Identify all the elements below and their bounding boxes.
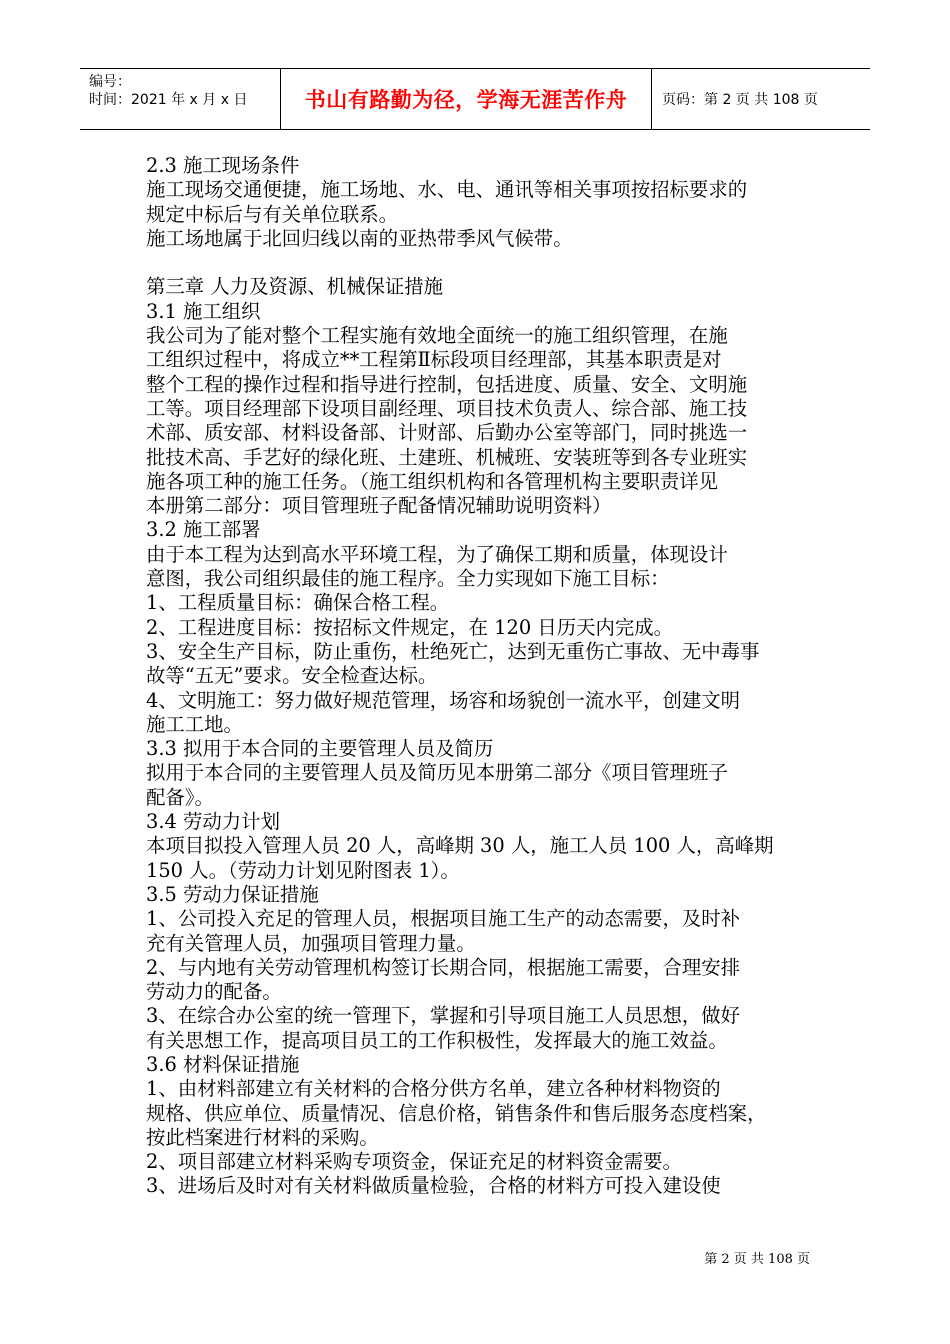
body-text-line: 术部、质安部、材料设备部、计财部、后勤办公室等部门，同时挑选一 xyxy=(146,421,748,445)
body-text-line: 规格、供应单位、质量情况、信息价格，销售条件和售后服务态度档案， xyxy=(146,1101,767,1125)
body-text-line: 由于本工程为达到高水平环境工程，为了确保工期和质量，体现设计 xyxy=(146,542,728,566)
body-text-line: 施工现场交通便捷，施工场地、水、电、通讯等相关事项按招标要求的 xyxy=(146,178,748,202)
body-text-line: 施各项工种的施工任务。（施工组织机构和各管理机构主要职责详见 xyxy=(146,469,719,493)
document-time-label: 时间：2021 年 x 月 x 日 xyxy=(89,92,248,108)
body-text-line: 3.3 拟用于本合同的主要管理人员及简历 xyxy=(146,737,494,761)
body-text-line: 第三章 人力及资源、机械保证措施 xyxy=(146,275,444,299)
body-text-line: 按此档案进行材料的采购。 xyxy=(146,1125,379,1149)
document-body xyxy=(146,154,811,1199)
body-text-line: 工组织过程中，将成立**工程第Ⅱ标段项目经理部，其基本职责是对 xyxy=(146,348,722,372)
header-meta-cell xyxy=(80,69,281,129)
body-text-line: 2、与内地有关劳动管理机构签订长期合同，根据施工需要，合理安排 xyxy=(146,955,741,979)
body-text-line: 有关思想工作，提高项目员工的工作积极性，发挥最大的施工效益。 xyxy=(146,1028,728,1052)
body-text-line: 3、在综合办公室的统一管理下，掌握和引导项目施工人员思想，做好 xyxy=(146,1004,741,1028)
body-text-line: 4、文明施工：努力做好规范管理，场容和场貌创一流水平，创建文明 xyxy=(146,688,741,712)
body-text-line: 施工场地属于北回归线以南的亚热带季风气候带。 xyxy=(146,226,573,250)
body-text-line: 3.6 材料保证措施 xyxy=(146,1052,300,1076)
document-number-label: 编号： xyxy=(89,74,131,90)
body-text-line: 规定中标后与有关单位联系。 xyxy=(146,202,399,226)
body-text-line: 本项目拟投入管理人员 20 人，高峰期 30 人，施工人员 100 人，高峰期 xyxy=(146,834,774,858)
body-text-line: 工等。项目经理部下设项目副经理、项目技术负责人、综合部、施工技 xyxy=(146,396,748,420)
body-text-line: 3.5 劳动力保证措施 xyxy=(146,882,319,906)
body-text-line: 3、安全生产目标，防止重伤，杜绝死亡，达到无重伤亡事故、无中毒事 xyxy=(146,639,760,663)
body-text-line: 拟用于本合同的主要管理人员及简历见本册第二部分《项目管理班子 xyxy=(146,761,728,785)
body-text-line: 劳动力的配备。 xyxy=(146,980,282,1004)
body-text-line: 1、公司投入充足的管理人员，根据项目施工生产的动态需要，及时补 xyxy=(146,907,741,931)
body-text-line: 本册第二部分：项目管理班子配备情况辅助说明资料） xyxy=(146,494,612,518)
body-text-line: 1、由材料部建立有关材料的合格分供方名单，建立各种材料物资的 xyxy=(146,1077,721,1101)
body-text-line: 整个工程的操作过程和指导进行控制，包括进度、质量、安全、文明施 xyxy=(146,372,748,396)
body-text-line: 150 人。（劳动力计划见附图表 1）。 xyxy=(146,858,460,882)
body-text-line: 批技术高、手艺好的绿化班、土建班、机械班、安装班等到各专业班实 xyxy=(146,445,748,469)
body-text-line: 故等“五无”要求。安全检查达标。 xyxy=(146,664,438,688)
body-text-line: 施工工地。 xyxy=(146,712,243,736)
body-text-line: 配备》。 xyxy=(146,785,214,809)
body-text-line: 3.1 施工组织 xyxy=(146,299,261,323)
body-text-line: 3.2 施工部署 xyxy=(146,518,261,542)
body-text-line: 我公司为了能对整个工程实施有效地全面统一的施工组织管理，在施 xyxy=(146,324,728,348)
body-text-line: 2.3 施工现场条件 xyxy=(146,154,300,177)
header-motto: 书山有路勤为径，学海无涯苦作舟 xyxy=(304,88,628,112)
page-footer: 第 2 页 共 108 页 xyxy=(704,1252,810,1267)
header-page-info: 页码：第 2 页 共 108 页 xyxy=(662,92,818,108)
body-text-line: 3.4 劳动力计划 xyxy=(146,810,280,834)
body-text-line: 1、工程质量目标：确保合格工程。 xyxy=(146,591,450,615)
body-text-line: 2、工程进度目标：按招标文件规定，在 120 日历天内完成。 xyxy=(146,615,674,639)
body-text-line: 意图，我公司组织最佳的施工程序。全力实现如下施工目标： xyxy=(146,567,670,591)
header-motto-cell xyxy=(281,69,652,129)
header-page-cell xyxy=(652,69,870,129)
blank-line xyxy=(146,251,811,275)
body-text-line: 2、项目部建立材料采购专项资金，保证充足的材料资金需要。 xyxy=(146,1150,682,1174)
body-text-line: 3、进场后及时对有关材料做质量检验，合格的材料方可投入建设使 xyxy=(146,1174,721,1198)
page-header xyxy=(80,68,870,130)
body-text-line: 充有关管理人员，加强项目管理力量。 xyxy=(146,931,476,955)
